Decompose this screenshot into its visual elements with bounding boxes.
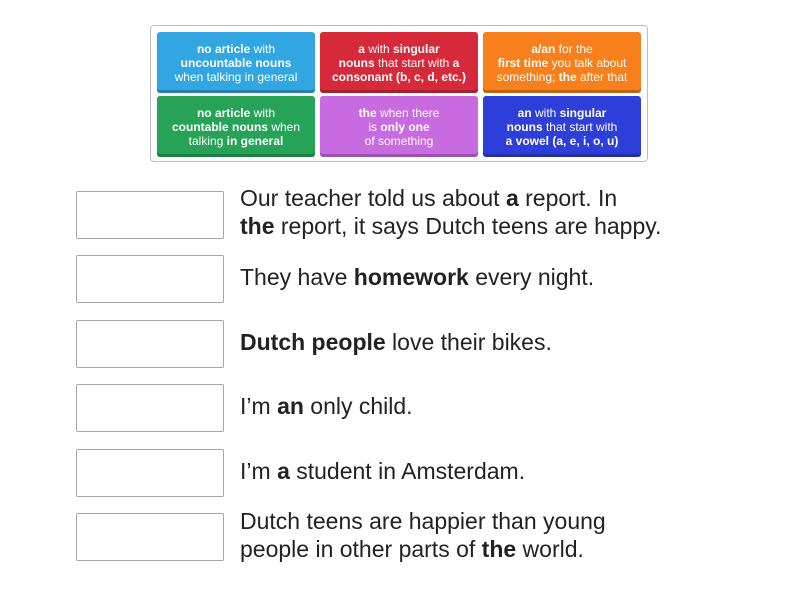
text-line: [240, 328, 552, 356]
bold-text: singular: [393, 41, 440, 56]
bold-text: nouns: [338, 55, 375, 70]
text: people in other parts of: [240, 536, 482, 562]
bold-text: in general: [226, 133, 284, 148]
text: Dutch teens are happier than young: [240, 508, 606, 534]
bold-text: countable nouns: [171, 119, 268, 134]
tile-a-an-first-time[interactable]: [483, 32, 641, 93]
text: that start with: [374, 55, 453, 70]
text-line: [368, 120, 429, 134]
text: when there: [376, 105, 440, 120]
sentence-text: [240, 263, 594, 291]
bold-text: the: [481, 536, 517, 562]
sentence-text: [240, 457, 525, 485]
text-line: [497, 70, 628, 84]
text: only child.: [303, 393, 413, 419]
text-line: [531, 42, 592, 56]
text-line: [518, 106, 607, 120]
bold-text: a: [358, 41, 365, 56]
text: when: [267, 119, 301, 134]
text: love their bikes.: [385, 329, 552, 355]
drop-zone[interactable]: [76, 384, 224, 432]
text: I’m: [240, 393, 278, 419]
text-line: [175, 70, 298, 84]
text-line: [506, 134, 619, 148]
sentence-text: [240, 507, 606, 563]
bold-text: a vowel (a, e, i, o, u): [505, 133, 619, 148]
text: with: [364, 41, 393, 56]
text: something;: [496, 69, 559, 84]
sentence-text: [240, 392, 413, 420]
tile-the-only-one[interactable]: [320, 96, 478, 157]
sentence-text: [240, 184, 661, 240]
text-line: [240, 392, 413, 420]
text: is: [368, 119, 381, 134]
bold-text: only one: [380, 119, 430, 134]
text-line: [172, 120, 300, 134]
text-line: [240, 457, 525, 485]
text-line: [358, 42, 439, 56]
drop-zone[interactable]: [76, 449, 224, 497]
text-line: [240, 263, 594, 291]
text: of something: [364, 133, 434, 148]
drop-zone[interactable]: [76, 255, 224, 303]
text: after that: [576, 69, 628, 84]
tile-no-article-countable[interactable]: [157, 96, 315, 157]
text: for the: [555, 41, 593, 56]
bold-text: an: [517, 105, 532, 120]
text-line: [359, 106, 440, 120]
text-line: [507, 120, 618, 134]
bold-text: the: [358, 105, 377, 120]
text: report. In: [518, 185, 618, 211]
bold-text: a/an: [531, 41, 556, 56]
text-line: [240, 184, 661, 212]
text: report, it says Dutch teens are happy.: [274, 213, 662, 239]
bold-text: a: [505, 185, 519, 211]
drop-zone[interactable]: [76, 191, 224, 239]
bold-text: homework: [353, 264, 469, 290]
text: I’m: [240, 458, 278, 484]
bold-text: the: [240, 213, 275, 239]
sentence-text: [240, 328, 552, 356]
bold-text: consonant (b, c, d, etc.): [331, 69, 466, 84]
text-line: [498, 56, 627, 70]
text: They have: [240, 264, 354, 290]
bold-text: a: [452, 55, 460, 70]
bold-text: uncountable nouns: [180, 55, 292, 70]
tile-a-consonant[interactable]: [320, 32, 478, 93]
text-line: [181, 56, 292, 70]
bold-text: first time: [497, 55, 549, 70]
bold-text: Dutch people: [240, 329, 386, 355]
drop-zone[interactable]: [76, 513, 224, 561]
text-line: [365, 134, 434, 148]
bold-text: an: [277, 393, 304, 419]
text: world.: [516, 536, 584, 562]
tile-no-article-uncountable[interactable]: [157, 32, 315, 93]
text-line: [189, 134, 284, 148]
text: every night.: [468, 264, 595, 290]
text: that start with: [542, 119, 618, 134]
text-line: [240, 507, 606, 535]
text: Our teacher told us about: [240, 185, 506, 211]
answer-tiles-panel: [150, 25, 648, 162]
text: student in Amsterdam.: [289, 458, 526, 484]
bold-text: a: [277, 458, 290, 484]
text-line: [240, 535, 606, 563]
bold-text: nouns: [506, 119, 543, 134]
bold-text: no article: [196, 105, 251, 120]
text-line: [197, 42, 275, 56]
text: with: [250, 41, 276, 56]
drop-zone[interactable]: [76, 320, 224, 368]
text-line: [332, 70, 466, 84]
bold-text: no article: [196, 41, 251, 56]
text: when talking in general: [174, 69, 298, 84]
text: talking: [188, 133, 227, 148]
text-line: [197, 106, 275, 120]
text: with: [531, 105, 560, 120]
text: you talk about: [548, 55, 627, 70]
bold-text: singular: [559, 105, 607, 120]
tile-an-vowel[interactable]: [483, 96, 641, 157]
text-line: [240, 212, 661, 240]
text: with: [250, 105, 276, 120]
text-line: [339, 56, 460, 70]
bold-text: the: [558, 69, 577, 84]
